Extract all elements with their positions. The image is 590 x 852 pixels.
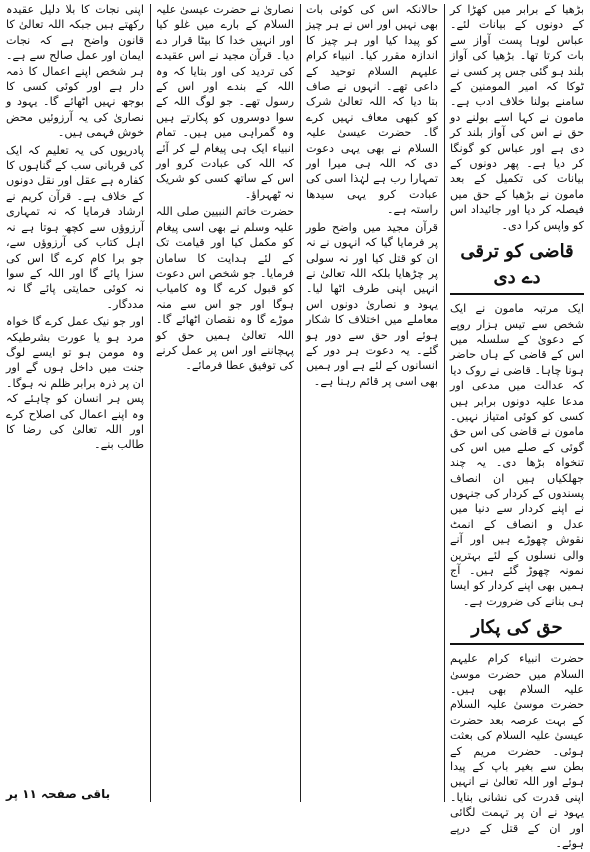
article-column-left: [0, 0, 150, 806]
article-paragraph: ایک مرتبہ مامون نے ایک شخص سے تیس ہزار روپے کے دعویٰ کے سلسلہ میں اس کے قاضی کے ہاں حاضر ہونا چاہا۔ قاضی نے روک دیا کہ عدالت میں مدعی اور مدعا علیہ دونوں برابر ہیں کسی کو کوئی امتیاز نہیں۔ مامون نے قاضی کی اس حق گوئی کے صلے میں اس کی تنخواہ بڑھا دی۔ یہ چند جھلکیاں ہیں ان انصاف پسندوں کے کردار کی جنہوں نے اپنے کردار سے دنیا میں عدل و انصاف کے انمٹ نقوش چھوڑے ہیں اور آنے والی نسلوں کے لئے بہترین نمونہ چھوڑ گئے ہیں۔ آج ہمیں بھی اپنے کردار کو ایسا ہی بنانے کی ضرورت ہے۔: [450, 302, 584, 608]
article-paragraph: حضرت خاتم النبیین صلی اللہ علیہ وسلم نے بھی اسی پیغام کو مکمل کیا اور قیامت تک کے لئے ہدایت کا سامان فرمایا۔ جو شخص اس دعوت کو قبول کرے گا وہ کامیاب ہوگا اور جو اس سے منہ موڑے گا وہ نقصان اٹھائے گا۔ اللہ تعالیٰ ہمیں حق کو پہچاننے اور اس پر عمل کرنے کی توفیق عطا فرمائے۔: [156, 205, 294, 373]
article-paragraph: نصاریٰ نے حضرت عیسیٰ علیہ السلام کے بارے میں غلو کیا اور انہیں خدا کا بیٹا قرار دے دیا۔ قرآن مجید نے اس عقیدے کی تردید کی اور بتایا کہ وہ اللہ کے بندے اور اس کے رسول تھے۔ جو لوگ اللہ کے سوا دوسروں کو پکارتے ہیں وہ گمراہی میں ہیں۔ تمام انبیاء ایک ہی پیغام لے کر آئے کہ اللہ کی عبادت کرو اور اس کے ساتھ کسی کو شریک نہ ٹھہراؤ۔: [156, 3, 294, 201]
article-paragraph: بڑھیا کے برابر میں کھڑا کر کے دونوں کے بیانات لئے۔ عباس لوہا پست آواز سے بات کرتا تھا۔ بڑھیا کی آواز بلند ہو گئی جس پر کسی نے ٹوکا کہ امیر المومنین کے سامنے بولنا خلاف ادب ہے۔ مامون نے کہا اسے بولنے دو حق نے اس کی آواز بلند کر دی ہے اور عباس کو گونگا کر دیا ہے۔ پھر دونوں کے بیانات کی تکمیل کے بعد مامون نے بڑھیا کے حق میں فیصلہ کر دیا اور جائیداد اس کو واپس کرا دی۔: [450, 3, 584, 232]
section-heading: حق کی پکار: [450, 615, 584, 645]
article-paragraph: اپنی نجات کا بلا دلیل عقیدہ رکھتے ہیں جبکہ اللہ تعالیٰ کا قانون واضح ہے کہ نجات ایمان اور عمل صالح سے ہے۔ ہر شخص اپنے اعمال کا ذمہ دار ہے اور کوئی کسی کا بوجھ نہیں اٹھائے گا۔ یہود و نصاریٰ کی یہ آرزوئیں محض خوش فہمی ہیں۔: [6, 3, 144, 140]
article-column-middle-left: [150, 0, 300, 806]
article-paragraph: حضرت انبیاء کرام علیہم السلام میں حضرت موسیٰ علیہ السلام بھی ہیں۔ حضرت موسیٰ علیہ السلام کے بہت عرصہ بعد حضرت عیسیٰ علیہ السلام کی بعثت ہوئی۔ حضرت مریم کے بطن سے بغیر باپ کے پیدا ہوئے اور اللہ تعالیٰ نے انہیں اپنی قدرت کی نشانی بنایا۔ یہود نے ان پر تہمت لگائی اور ان کے قتل کے درپے ہوئے۔: [450, 652, 584, 851]
continued-on-page-note: باقی صفحہ ۱۱ پر: [6, 787, 111, 801]
article-paragraph: اور جو نیک عمل کرے گا خواہ مرد ہو یا عورت بشرطیکہ وہ مومن ہو تو ایسے لوگ جنت میں داخل ہوں گے اور ان پر ذرہ برابر ظلم نہ ہوگا۔ پس ہر انسان کو چاہئے کہ وہ اپنے اعمال کی اصلاح کرے اور اللہ تعالیٰ کی رضا کا طالب بنے۔: [6, 315, 144, 452]
section-heading: قاضی کو ترقی دے دی: [450, 239, 584, 295]
article-column-right: [444, 0, 590, 851]
article-paragraph: قرآن مجید میں واضح طور پر فرمایا گیا کہ انہوں نے نہ ان کو قتل کیا اور نہ سولی پر چڑھایا بلکہ اللہ تعالیٰ نے انہیں اپنی طرف اٹھا لیا۔ یہود و نصاریٰ دونوں اس معاملے میں اختلاف کا شکار ہوئے اور حق سے دور ہو گئے۔ یہ دعوت ہر دور کے انسانوں کے لئے ہے اور ہمیں بھی اسی پر قائم رہنا ہے۔: [306, 220, 438, 388]
article-paragraph: حالانکہ اس کی کوئی بات بھی نہیں اور اس نے ہر چیز کو پیدا کیا اور ہر چیز کا اندازہ مقرر کیا۔ انبیاء کرام علیہم السلام توحید کے داعی تھے۔ انہوں نے صاف بتا دیا کہ اللہ تعالیٰ شرک کو کبھی معاف نہیں کرے گا۔ حضرت عیسیٰ علیہ السلام نے بھی یہی دعوت دی کہ اللہ ہی میرا اور تمہارا رب ہے لہٰذا اسی کی عبادت کرو یہی سیدھا راستہ ہے۔: [306, 3, 438, 217]
article-paragraph: پادریوں کی یہ تعلیم کہ ایک کی قربانی سب کے گناہوں کا کفارہ ہے عقل اور نقل دونوں کے خلاف ہے۔ قرآن کریم نے ارشاد فرمایا کہ نہ تمہاری آرزوؤں سے کچھ ہوتا ہے نہ اہل کتاب کی آرزوؤں سے، جو برا کام کرے گا اس کی سزا پائے گا اور اللہ کے سوا نہ کوئی حمایتی پائے گا نہ مددگار۔: [6, 143, 144, 311]
article-column-middle-right: [300, 0, 444, 806]
